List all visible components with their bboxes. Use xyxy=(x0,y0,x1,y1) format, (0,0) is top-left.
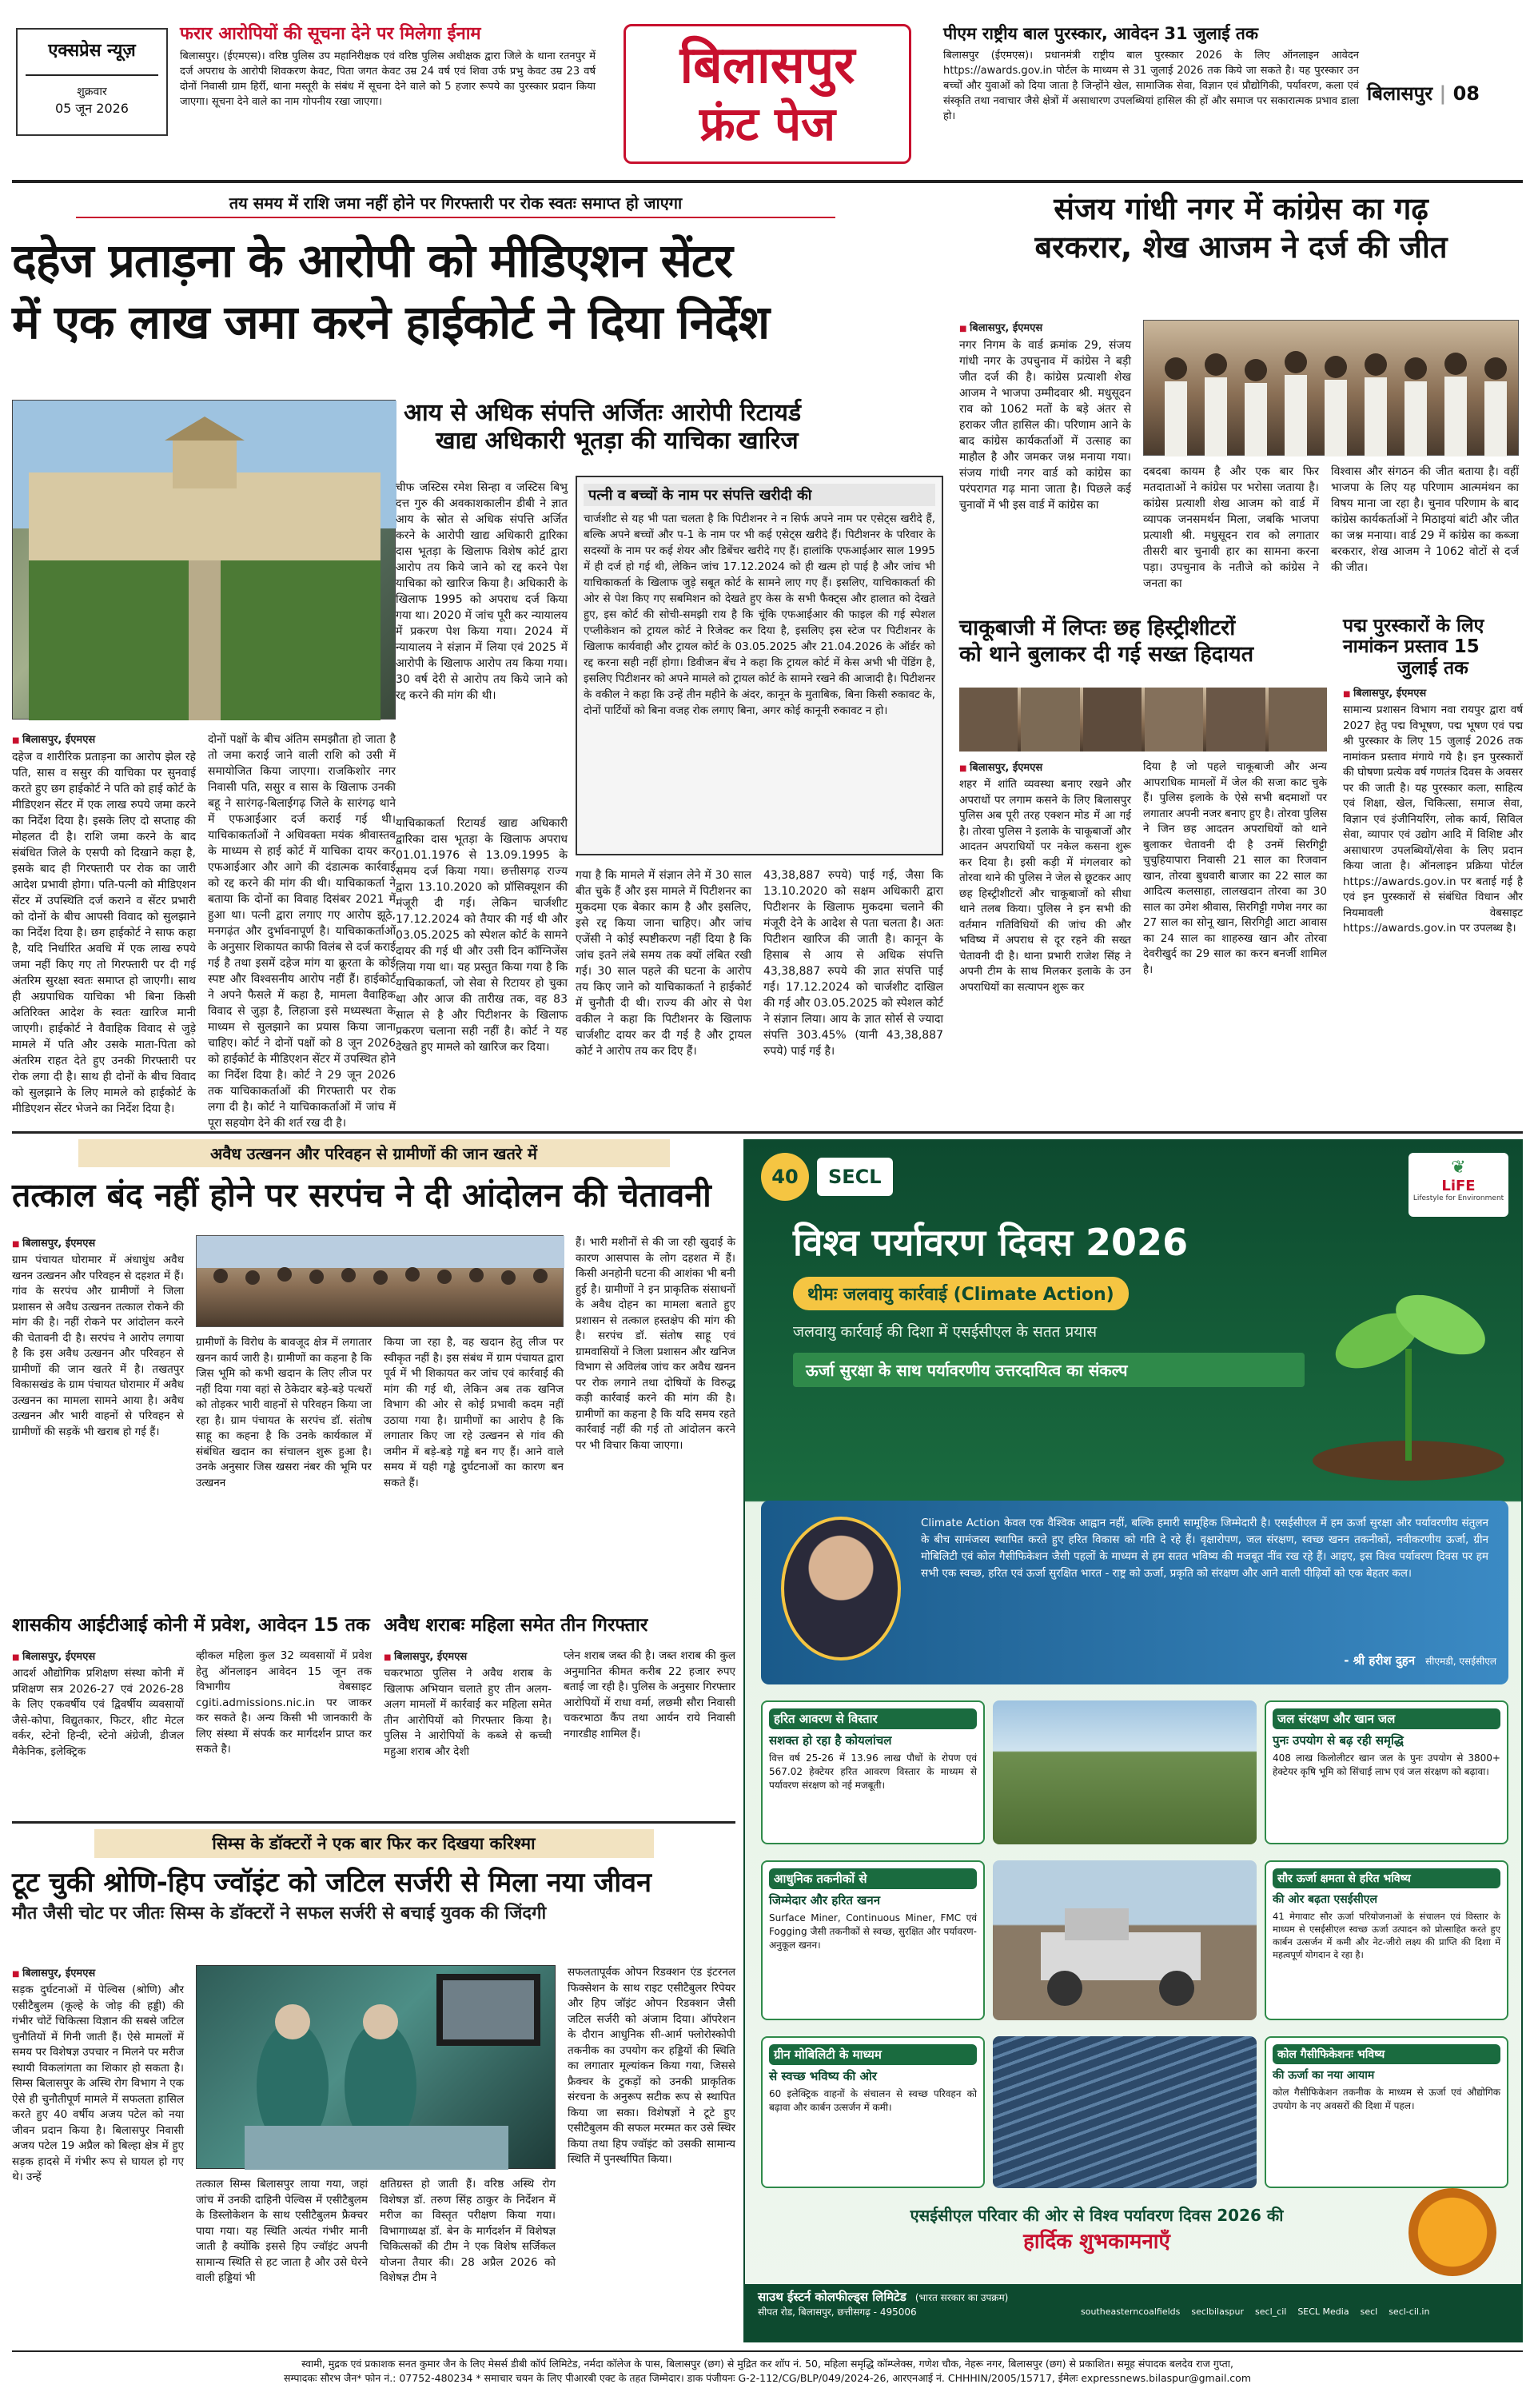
sims-strap: सिम्स के डॉक्टरों ने एक बार फिर कर दिखया करिश्मा xyxy=(94,1829,654,1858)
card-title: जल संरक्षण और खान जल xyxy=(1273,1708,1500,1729)
congress-body-col3: विश्वास और संगठन की जीत बताया है। वहीं भाजपा के लिए यह परिणाम आत्ममंथन का विषय माना जा रहा है। चुनाव परिणाम के बाद कांग्रेस कार्यकर्ताओं ने मिठाइयां बांटी और जीत का जश्न मनाया। वार्ड 29 में कांग्रेस का कब्जा बरकरार, शेख आजम ने 1062 वोटों से दर्ज की जीत। xyxy=(1331,465,1519,574)
ad-logo-group xyxy=(761,1153,893,1201)
mascot-icon xyxy=(1408,2188,1496,2276)
page-number: 08 xyxy=(1452,82,1480,105)
knife-headline-line2: को थाने बुलाकर दी गई सख्त हिदायत xyxy=(959,642,1254,668)
footer-divider xyxy=(12,2350,1523,2352)
accused-photo xyxy=(1021,688,1079,752)
villagers-illustration xyxy=(197,1236,564,1328)
card-subtitle: सशक्त हो रहा है कोयलांचल xyxy=(769,1733,892,1748)
congress-body: नगर निगम के वार्ड क्रमांक 29, संजय गांधी नगर के उपचुनाव में कांग्रेस ने बड़ी जीत दर्ज की है। कांग्रेस प्रत्याशी शेख आजम ने भाजपा उम्मीदवार श्री. मधुसूदन राव को 1062 मतों के बड़े अंतर से हराकर जीत हासिल की। परिणाम आने के बाद कांग्रेस कार्यकर्ताओं में उत्साह का माहौल है और जमकर जश्न मनाया गया। संजय गांधी नगर वार्ड को कांग्रेस का परंपरागत गढ़ माना जाता है। पिछले कई चुनावों में भी इस वार्ड में कांग्रेस का xyxy=(959,339,1131,512)
knife-body: शहर में शांति व्यवस्था बनाए रखने और अपराधों पर लगाम कसने के लिए बिलासपुर पुलिस अब पूरी तरह एक्शन मोड में आ गई है। तोरवा पुलिस ने इलाके के चाकूबाजों और आदतन अपराधियों पर नकेल कसना शुरू कर दिया है। इसी कड़ी में मंगलवार को तोरवा थाने की पुलिस ने जेल से छूटकर आए छह हिस्ट्रीशीटरों और चाकूबाजों को सीधा थाने तलब किया। पुलिस ने इन सभी की वर्तमान गतिविधियों की जांच की और भविष्य में अपराध से दूर रहने की सख्त चेतावनी दी है। थाना प्रभारी राजेश सिंह ने अपनी टीम के साथ मिलकर इलाके के उन अपराधियों का सत्यापन शुरू कर xyxy=(959,778,1131,994)
ad-theme: थीमः जलवायु कार्रवाई (Climate Action) xyxy=(793,1277,1129,1310)
ad-subtitle: जलवायु कार्रवाई की दिशा में एसईसीएल के सतत प्रयास xyxy=(793,1323,1098,1341)
lead-body-text: दहेज व शारीरिक प्रताड़ना का आरोप झेल रहे पति, सास व ससुर की याचिका पर सुनवाई करते हुए छग हाईकोर्ट ने पति को हाई कोर्ट के मीडिएशन सेंटर में एक लाख रुपये जमा करने का निर्देश दिया है। इसके लिए दो सप्ताह की मोहलत दी है। राशि जमा करने के बाद संबंधित जिले के एसपी को दिखाने कहा है, इसके बाद ही गिरफ्तारी पर रोक का जारी आदेश प्रभावी होगा। पति-पत्नी को मीडिएशन सेंटर में उपस्थिति दर्ज कराने व सेंटर प्रभारी को दोनों के बीच आपसी विवाद को सुलझाने का निर्देश दिया है। छग हाईकोर्ट ने साफ कहा है, यदि निर्धारित अवधि में एक लाख रुपये जमा नहीं किए गए तो गिरफ्तारी पर दी गई अंतरिम सुरक्षा स्वतः समाप्त हो जाएगी। साथ ही अग्रपाधिक याचिका भी बिना किसी अतिरिक्त आदेश के स्वतः खारिज मानी जाएगी। हाईकोर्ट ने वैवाहिक विवाद से जुड़े मामले में पति और उसके माता-पिता को अंतरिम राहत देते हुए उनकी गिरफ्तारी पर रोक लगा दी है। साथ ही दोनों के बीच विवाद को सुलझाने के लिए मामले को हाईकोर्ट के मीडिएशन सेंटर भेजने का निर्देश दिया है। xyxy=(12,751,196,1115)
liquor-byline: ■ बिलासपुर, ईएमएस xyxy=(384,1649,552,1663)
property-sidebar xyxy=(576,476,943,855)
card-subtitle: से स्वच्छ भविष्य की ओर xyxy=(769,2069,877,2083)
cmd-name: - श्री हरीश दुहन xyxy=(1344,1653,1416,1668)
card-subtitle: जिम्मेदार और हरित खनन xyxy=(769,1893,881,1908)
lead-headline-line1: दहेज प्रताड़ना के आरोपी को मीडिएशन सेंटर xyxy=(12,233,732,288)
accused-photo xyxy=(1269,688,1327,752)
award-body: सामान्य प्रशासन विभाग नवा रायपुर द्वारा वर्ष 2027 हेतु पद्म विभूषण, पद्म भूषण एवं पद्म श्री पुरस्कार के लिए 15 जुलाई 2026 तक नामांकन प्रस्ताव मंगाये गये है। इन पुरस्कारों की घोषणा प्रत्येक वर्ष गणतंत्र दिवस के अवसर पर की जाती है। यह पुरस्कार कला, साहित्य एवं शिक्षा, खेल, चिकित्सा, समाज सेवा, विज्ञान एवं इंजीनियरिंग, लोक कार्य, सिविल सेवा, व्यापार एवं उद्योग आदि में विशिष्ट और असाधारण उपलब्धियों/सेवा के लिए प्रदान किया जाता है। ऑनलाइन प्रक्रिया पोर्टल https://awards.gov.in पर बताई गई है एवं इन पुरस्कारों से संबंधित विधान और नियमावली वेबसाइट https://awards.gov.in पर उपलब्ध है। xyxy=(1343,704,1523,935)
ad-footer xyxy=(745,2284,1523,2342)
sims-col1 xyxy=(12,1965,184,2186)
plant-illustration xyxy=(1305,1221,1512,1485)
lead-headline-line2: में एक लाख जमा करने हाईकोर्ट ने दिया निर्देश xyxy=(12,294,770,349)
greeting-line2: हार्दिक शुभकामनाएँ xyxy=(1023,2230,1170,2254)
ad-card-green-cover xyxy=(761,1700,985,1844)
second-body-col2: याचिकाकर्ता रिटायर्ड खाद्य अधिकारी द्वारिका दास भूतड़ा के खिलाफ अपराध 01.01.1976 से 13.09.1995 के समय दर्ज किया गया। छत्तीसगढ़ राज्य द्वारा 13.10.2020 को प्रॉसिक्यूशन की मंजूरी दी गई। लेकिन चार्जशीट 17.12.2024 को तैयार की गई थी और 03.05.2025 को स्पेशल कोर्ट के सामने दायर की गई थी और उसी दिन कॉग्निजेंस लिया गया था। यह प्रस्तुत किया गया है कि याचिकाकर्ता, जो सेवा से रिटायर हो चुका था और आज की तारीख तक, वह 83 साल से है और पिटीशनर के खिलाफ प्रकरण चलाना सही नहीं है। कोर्ट ने यह देखते हुए मामले को खारिज कर दिया। xyxy=(396,817,568,1054)
sims-body: सड़क दुर्घटनाओं में पेल्विस (श्रोणि) और एसीटैबुलम (कूल्हे के जोड़ की हड्डी) की गंभीर चोटें चिकित्सा विज्ञान की सबसे जटिल चुनौतियों में गिनी जाती हैं। ऐसे मामलों में समय पर विशेषज्ञ उपचार न मिलने पर मरीज स्थायी विकलांगता का शिकार हो सकता है। सिम्स बिलासपुर के अस्थि रोग विभाग ने एक ऐसे ही चुनौतीपूर्ण मामले में सफलता हासिल करते हुए 40 वर्षीय अजय पटेल को नया जीवन प्रदान किया है। बिलासपुर निवासी अजय पटेल 19 अप्रैल को बिल्हा क्षेत्र में हुए सड़क हादसे में गंभीर रूप से घायल हो गए थे। उन्हें xyxy=(12,1983,184,2183)
sims-body-col2: तत्काल सिम्स बिलासपुर लाया गया, जहां जांच में उनकी दाहिनी पेल्विस में एसीटैबुलम के डिस्लोकेशन के साथ एसीटैबुलम फ्रैक्चर पाया गया। यह स्थिति अत्यंत गंभीर मानी जाती है क्योंकि इससे हिप ज्वॉइंट अपनी सामान्य स्थिति से हट जाता है और उसे घेरने वाली हड्डियां भी xyxy=(196,2178,368,2284)
sims-headline-line2: मौत जैसी चोट पर जीतः सिम्स के डॉक्टरों ने सफल सर्जरी से बचाई युवक की जिंदगी xyxy=(12,1904,547,1924)
sarpanch-strap: अवैध उत्खनन और परिवहन से ग्रामीणों की जान खतरे में xyxy=(78,1139,670,1167)
leaf-icon: ❦ xyxy=(1451,1158,1466,1178)
anniversary-logo: 40 xyxy=(761,1153,809,1201)
card-body: 60 इलेक्ट्रिक वाहनों के संचालन से स्वच्छ परिवहन को बढ़ावा और कार्बन उत्सर्जन में कमी। xyxy=(769,2088,977,2113)
congress-headline-line2: बरकरार, शेख आजम ने दर्ज की जीत xyxy=(1034,229,1448,265)
iti-body-col2: व्हीकल महिला कुल 32 व्यवसायों में प्रवेश हेतु ऑनलाइन आवेदन 15 जून तक विभागीय वेबसाइट cgiti.admissions.nic.in पर जाकर कर सकते है। अन्य किसी भी जानकारी के लिए संस्था में संपर्क कर मार्गदर्शन प्राप्त कर सकते है। xyxy=(196,1649,372,1756)
section-divider xyxy=(12,1131,1523,1134)
lead-body-text-2: दोनों पक्षों के बीच अंतिम समझौता हो जाता है तो जमा कराई जाने वाली राशि को उसी में समायोजित किया जाएगा। राजकिशोर नगर निवासी पति, ससुर व सास के खिलाफ उनकी बहू ने सारंगढ़-बिलाईगढ़ जिले के सारंगढ़ थाने में एफआईआर दर्ज कराई गई थी। याचिकाकर्ताओं ने अधिवक्ता मयंक श्रीवास्तव के माध्यम से हाई कोर्ट में याचिका दायर कर एफआईआर और आगे की दंडात्मक कार्रवाई को रद्द करने की मांग की थी। याचिकाकर्ता ने बताया कि दोनों का विवाह दिसंबर 2021 में हुआ था। पत्नी द्वारा लगाए गए आरोप झूठे, मनगढ़ंत और दुर्भावनापूर्ण है। याचिकाकर्ताओं के अनुसार शिकायत काफी विलंब से दर्ज कराई गई है तथा इसमें दहेज मांग या क्रूरता के कोई स्पष्ट और विश्वसनीय आरोप नहीं हैं। हाईकोर्ट ने अपने फैसले में कहा है, मामला वैवाहिक विवाद से जुड़ा है, लिहाजा इसे मध्यस्थता के माध्यम से सुलझाने का प्रयास किया जाना चाहिए। कोर्ट ने दोनों पक्षों को 8 जून 2026 को हाईकोर्ट के मीडिएशन सेंटर में उपस्थित होने का निर्देश दिया है। कोर्ट ने 29 जून 2026 तक याचिकाकर्ताओं की गिरफ्तारी पर रोक लगा दी है। कोर्ट ने याचिकाकर्ताओं में जांच में पूरा सहयोग देने की शर्त रख दी है। xyxy=(208,733,396,1130)
iti-byline: ■ बिलासपुर, ईएमएस xyxy=(12,1649,184,1663)
villagers-photo xyxy=(196,1235,564,1327)
ad-card-solar xyxy=(1265,1860,1508,2020)
iti-body: आदर्श औद्योगिक प्रशिक्षण संस्था कोनी में प्रशिक्षण सत्र 2026-27 एवं 2026-28 के लिए एकवर्षीय एवं द्विवर्षीय व्यवसायों जैसे-कोपा, विद्युतकार, फिटर, शीट मेटल वर्कर, स्टेनो हिन्दी, स्टेनो अंग्रेजी, डीजल मैकेनिक, इलेक्ट्रिक xyxy=(12,1667,184,1758)
knife-body-col2: दिया है जो पहले चाकूबाजी और अन्य आपराधिक मामलों में जेल की सजा काट चुके हैं। पुलिस इलाके के ऐसे सभी बदमाशों पर लगातार अपनी नजर बनाए हुए है। तोरवा पुलिस ने जिन छह आदतन अपराधियों को थाने बुलाकर चेतावनी दी है उनमें सिरगिट्टी चुचुहियापारा निवासी 21 साल का रिजवान खान, तोरवा बुधवारी बाजार का 22 साल का आदित्य कलसाहा, लालखदान तोरवा का 30 साल का उमेश श्रीवास, सिरगिट्टी गणेश नगर का 27 साल का सोनू खान, सिरगिट्टी आटा आवास का 24 साल का शाहरुख खान और तोरवा देवरीखुर्द का 29 साल का करन बनर्जी शामिल है। xyxy=(1143,760,1327,976)
lead-byline: ■ बिलासपुर, ईएमएस xyxy=(12,732,196,746)
life-logo-sub: Lifestyle for Environment xyxy=(1412,1194,1504,1202)
paper-logo-box xyxy=(16,28,168,136)
page-separator: | xyxy=(1439,82,1447,105)
knife-headline-line1: चाकूबाजी में लिप्तः छह हिस्ट्रीशीटरों xyxy=(959,616,1236,640)
top-left-brief xyxy=(180,24,596,110)
iti-story xyxy=(12,1615,372,1815)
second-cont-col-a: गया है कि मामले में संज्ञान लेने में 30 साल बीत चुके हैं और इस मामले में पिटीशनर का मुकदमा एक बेकार काम है और इसलिए, इसे रद्द किया जाना चाहिए। और जांच एजेंसी ने कोई स्पष्टीकरण नहीं दिया है कि जांच इतने लंबे समय तक क्यों लंबित रखी गई। 30 साल पहले की घटना के आरोप तय किए जाने को याचिकाकर्ता ने हाईकोर्ट में चुनौती दी थी। राज्य की ओर से पेश वकील ने कहा कि पिटीशनर के खिलाफ चार्जशीट दायर कर दी गई है और ट्रायल कोर्ट ने आरोप तय कर दिए हैं। xyxy=(576,869,751,1058)
congress-headline-line1: संजय गांधी नगर में कांग्रेस का गढ़ xyxy=(1054,191,1428,226)
card-body: 41 मेगावाट सौर ऊर्जा परियोजनाओं के संचालन एवं विस्तार के माध्यम से एसईसीएल स्वच्छ ऊर्जा उत्पादन को प्रोत्साहित करते हुए कार्बन उत्सर्जन में कमी और नेट-जीरो लक्ष्य की प्राप्ति की दिशा में महत्वपूर्ण योगदान दे रहा है। xyxy=(1273,1911,1500,1960)
cmd-designation: सीएमडी, एसईसीएल xyxy=(1425,1656,1496,1667)
secl-logo: SECL xyxy=(817,1158,893,1196)
page-footer xyxy=(12,2357,1523,2386)
accused-photo xyxy=(959,688,1018,752)
card-title: आधुनिक तकनीकों से xyxy=(769,1868,977,1889)
card-subtitle: की ओर बढ़ता एसईसीएल xyxy=(1273,1893,1377,1906)
liquor-body-col2: प्लेन शराब जब्त की है। जब्त शराब की कुल अनुमानित कीमत करीब 22 हजार रुपए बताई जा रही है। पुलिस के अनुसार गिरफ्तार आरोपियों में राधा वर्मा, लछमी सौरा निवासी चकरभाठा कैंप तथा आर्यन राये निवासी नगारडीह शामिल हैं। xyxy=(564,1649,735,1740)
divider xyxy=(26,74,158,76)
social-linkedin[interactable]: secl xyxy=(1360,2306,1378,2317)
social-youtube[interactable]: SECL Media xyxy=(1297,2306,1349,2317)
company-address: सीपत रोड, बिलासपुर, छत्तीसगढ़ - 495006 xyxy=(758,2306,917,2318)
sarpanch-body-col3: किया जा रहा है, वह खदान हेतु लीज पर स्वीकृत नहीं है। इस संबंध में ग्राम पंचायत द्वारा पूर्व में भी शिकायत कर जांच एवं कार्रवाई की मांग की गई थी, लेकिन अब तक खनिज विभाग की ओर से कोई प्रभावी कदम नहीं उठाया गया है। ग्रामीणों का आरोप है कि लगातार किए जा रहे उत्खनन से गांव की जमीन में बड़े-बड़े गड्ढे बन गए हैं। आने वाले समय में यही गड्ढे दुर्घटनाओं का कारण बन सकते हैं। xyxy=(384,1336,564,1489)
life-logo xyxy=(1408,1153,1508,1217)
liquor-col1 xyxy=(384,1649,552,1760)
ad-band: ऊर्जा सुरक्षा के साथ पर्यावरणीय उत्तरदायित्व का संकल्प xyxy=(793,1353,1305,1387)
accused-photo xyxy=(1083,688,1142,752)
liquor-headline: अवैध शराबः महिला समेत तीन गिरफ्तार xyxy=(384,1615,648,1636)
ad-greeting xyxy=(793,2204,1401,2255)
card-body: कोल गैसीफिकेशन तकनीक के माध्यम से ऊर्जा एवं औद्योगिक उपयोग के नए अवसरों की दिशा में पहल। xyxy=(1273,2087,1500,2111)
lead-body-col1 xyxy=(12,732,196,1117)
cmd-signatory xyxy=(1241,1653,1496,1668)
ad-title: विश्व पर्यावरण दिवस 2026 xyxy=(793,1221,1189,1264)
surgery-photo xyxy=(196,1965,556,2169)
congress-story xyxy=(959,192,1523,608)
imprint-line2: सम्पादकः सौरभ जैन* फोन नं.: 07752-480234 * समाचार चयन के लिए पीआरबी एक्ट के तहत जिम्मेदार। डाक पंजीयनः G-2-112/CG/BLP/049/2024-26, आरएनआई नं. CHHHIN/2005/15717, ईमेलः expressnews.bilaspur@gmail.com xyxy=(283,2372,1252,2384)
sims-headline-line1: टूट चुकी श्रोणि-हिप ज्वॉइंट को जटिल सर्जरी से मिला नया जीवन xyxy=(12,1867,651,1899)
company-name: साउथ ईस्टर्न कोलफील्ड्स लिमिटेड xyxy=(758,2290,906,2304)
secl-advertisement xyxy=(743,1139,1523,2342)
mining-machine-photo xyxy=(993,1860,1257,2020)
masthead xyxy=(0,0,1534,172)
brief-headline: फरार आरोपियों की सूचना देने पर मिलेगा ईनाम xyxy=(180,24,481,44)
greeting-line1: एसईसीएल परिवार की ओर से विश्व पर्यावरण दिवस 2026 की xyxy=(910,2206,1284,2225)
edition-title-line1: बिलासपुर xyxy=(679,36,855,95)
second-body-col1: चीफ जस्टिस रमेश सिन्हा व जस्टिस बिभु दत्त गुरु की अवकाशकालीन डीबी ने ज्ञात आय के स्रोत से अधिक संपत्ति अर्जित करने के आरोपी खाद्य अधिकारी द्वारिका दास भूतड़ा के खिलाफ विशेष कोर्ट द्वारा आरोप तय किये जाने को रद्द करने पेश याचिका को खारिज किया है। अधिकारी के खिलाफ 1995 को अपराध दर्ज किया गया था। 2020 में जांच पूरी कर न्यायालय में प्रकरण पेश किया गया। 2024 में न्यायालय ने संज्ञान में लिया एवं 2025 में आरोपी के खिलाफ आरोप तय किया गया। 30 वर्ष देरी से आरोप तय किये जाने को रद्द करने की मांग की थी। xyxy=(396,481,568,702)
high-court-photo xyxy=(12,400,396,720)
sims-body-col4: सफलतापूर्वक ओपन रिडक्शन एंड इंटरनल फिक्सेशन के साथ राइट एसीटैबुलर रिपेयर और हिप जॉइंट ओपन रिडक्शन जैसी जटिल सर्जरी को अंजाम दिया। ऑपरेशन के दौरान आधुनिक सी-आर्म फ्लोरोस्कोपी तकनीक का उपयोग कर हड्डियों की स्थिति का लगातार मूल्यांकन किया गया, जिससे फ्रैक्चर के टुकड़ों को उनकी प्राकृतिक संरचना के अनुरूप सटीक रूप से स्थापित किया जा सका। विशेषज्ञों ने टूटे हुए एसीटैबुलम की सफल मरम्मत कर उसे स्थिर किया तथा हिप ज्वॉइंट को उसकी सामान्य स्थिति में पुनर्स्थापित किया। xyxy=(568,1966,735,2166)
company-sub: (भारत सरकार का उपक्रम) xyxy=(914,2292,1009,2303)
card-subtitle: की ऊर्जा का नया आयाम xyxy=(1273,2069,1375,2082)
congress-col1 xyxy=(959,320,1131,513)
second-headline-line2: खाद्य अधिकारी भूतड़ा की याचिका खारिज xyxy=(436,426,799,455)
paper-name: एक्सप्रेस न्यूज़ xyxy=(48,41,136,61)
sims-story xyxy=(12,1829,735,2341)
iti-col1 xyxy=(12,1649,184,1760)
card-subtitle: पुनः उपयोग से बढ़ रही समृद्धि xyxy=(1273,1733,1404,1748)
card-body: Surface Miner, Continuous Miner, FMC एवं Fogging जैसी तकनीकों से स्वच्छ, सुरक्षित और पर्यावरण-अनुकूल खनन। xyxy=(769,1912,977,1951)
social-facebook[interactable]: southeasterncoalfields xyxy=(1081,2306,1181,2317)
sprout-icon xyxy=(1305,1221,1512,1485)
social-links xyxy=(1081,2306,1429,2317)
award-headline-line3: जुलाई तक xyxy=(1397,657,1468,679)
surgery-illustration xyxy=(197,1966,556,2170)
knife-byline: ■ बिलासपुर, ईएमएस xyxy=(959,759,1131,774)
cmd-message: Climate Action केवल एक वैश्विक आह्वान नहीं, बल्कि हमारी सामूहिक जिम्मेदारी है। एसईसीएल में हम ऊर्जा सुरक्षा और पर्यावरणीय संतुलन के बीच सामंजस्य स्थापित करते हुए हरित विकास को गति दे रहे हैं। वृक्षारोपण, जल संरक्षण, स्वच्छ खनन तकनीकों, नवीकरणीय ऊर्जा, ग्रीन मोबिलिटी एवं कोल गैसीफिकेशन जैसी पहलों के माध्यम से हम सतत भविष्य की मजबूत नींव रख रहे हैं। आइए, इस विश्व पर्यावरण दिवस पर हम सभी एक स्वच्छ, हरित एवं ऊर्जा सुरक्षित भारत - राष्ट्र को ऊर्जा, प्रकृति को संरक्षण और आने वाली पीढ़ियों को एक बेहतर कल। xyxy=(921,1517,1488,1580)
building-illustration xyxy=(13,401,396,720)
sidebar-title: पत्नी व बच्चों के नाम पर संपत्ति खरीदी की xyxy=(584,484,935,506)
knife-col1 xyxy=(959,759,1131,995)
second-story xyxy=(396,399,947,1127)
sims-body-col3: क्षतिग्रस्त हो जाती हैं। वरिष्ठ अस्थि रोग विशेषज्ञ डॉ. तरुण सिंह ठाकुर के निर्देशन में मरीज का विस्तृत परीक्षण किया गया। विभागाध्यक्ष डॉ. बेन के मार्गदर्शन में विशेषज्ञ चिकित्सकों की टीम ने एक विशेष सर्जिकल योजना तैयार की। 28 अप्रैल 2026 को विशेषज्ञ टीम ने xyxy=(380,2178,556,2284)
cmd-message-box xyxy=(761,1501,1508,1684)
sidebar-body: चार्जशीट से यह भी पता चलता है कि पिटीशनर ने न सिर्फ अपने नाम पर एसेट्स खरीदे हैं, बल्कि अपने बच्चों और प-1 के नाम पर भी कई एसेट्स खरीदे हैं। पिटीशनर के परिवार के सदस्यों के नाम पर कई शेयर और डिबेंचर खरीदे गए हैं। हालांकि एफआईआर साल 1995 में ही दर्ज हो गई थी, लेकिन जांच 17.12.2024 को ही खत्म हो पाई है और जांच भी याचिकाकर्ता के खिलाफ जुड़े सबूत कोर्ट के सामने लाए गए हैं। इसलिए, याचिकाकर्ता की ओर से पेश किए गए सबमिशन को देखते हुए केस के सभी फैक्ट्स और हालात को देखते हुए, इस कोर्ट की सोची-समझी राय है कि चूंकि एफआईआर की फाइल की गई स्पेशल एप्लीकेशन को ट्रायल कोर्ट ने रिजेक्ट कर दिया है, इसलिए इस स्टेज पर पिटीशनर के खिलाफ कार्यवाही और ट्रायल कोर्ट के 03.05.2025 और 21.04.2026 के ऑर्डर को रद्द करना सही नहीं होगा। डिवीजन बेंच ने कहा कि ट्रायल कोर्ट में केस अभी भी पेंडिंग है, इसलिए पिटीशनर को अपने मामले को ट्रायल कोर्ट के सामने रखने की आजादी है। पिटीशनर के वकील ने कहा कि उन्हें तीन महीने के अंदर, कानून के मुताबिक, बिना किसी रुकावट के, दोनों पार्टियों को बिना वजह रोक लगाए बिना, अगर कोई कानूनी रुकावट न हो। xyxy=(584,512,935,717)
ad-card-water xyxy=(1265,1700,1508,1844)
ad-card-mobility xyxy=(761,2036,985,2188)
award-headline-line1: पद्म पुरस्कारों के लिए xyxy=(1343,616,1484,636)
social-x[interactable]: seclbilaspur xyxy=(1191,2306,1245,2317)
lead-strap: तय समय में राशि जमा नहीं होने पर गिरफ्तारी पर रोक स्वतः समाप्त हो जाएगा xyxy=(76,192,835,218)
edition-title-line2: फ्रंट पेज xyxy=(699,97,836,151)
sarpanch-headline: तत्काल बंद नहीं होने पर सरपंच ने दी आंदोलन की चेतावनी xyxy=(12,1176,711,1214)
edition-title-box xyxy=(624,24,911,164)
issue-date: 05 जून 2026 xyxy=(54,101,129,116)
sarpanch-byline: ■ बिलासपुर, ईएमएस xyxy=(12,1235,184,1250)
page-label xyxy=(1367,80,1519,112)
card-title: सौर ऊर्जा क्षमता से हरित भविष्य xyxy=(1273,1868,1500,1888)
imprint-line1: स्वामी, मुद्रक एवं प्रकाशक सनत कुमार जैन के लिए मेसर्स डीबी कॉर्प लिमिटेड, नर्मदा कॉलेज के पास, बिलासपुर (छग) से मुद्रित कर शॉप नं. 50, महिला समृद्धि कॉम्प्लेक्स, गणेश चौक, नेहरू नगर, बिलासपुर (छग) से प्रकाशित। समूह संपादक बलदेव राज गुप्ता, xyxy=(301,2358,1233,2370)
congress-byline: ■ बिलासपुर, ईएमएस xyxy=(959,320,1131,334)
card-title: ग्रीन मोबिलिटी के माध्यम xyxy=(769,2044,977,2065)
accused-photo xyxy=(1206,688,1265,752)
award-headline-line2: नामांकन प्रस्ताव 15 xyxy=(1343,636,1480,658)
sims-byline: ■ बिलासपुर, ईएमएस xyxy=(12,1965,184,1979)
brief-headline: पीएम राष्ट्रीय बाल पुरस्कार, आवेदन 31 जुलाई तक xyxy=(943,24,1258,43)
ad-card-gasification xyxy=(1265,2036,1508,2188)
solar-plant-photo xyxy=(993,2036,1257,2188)
social-website[interactable]: secl-cil.in xyxy=(1389,2306,1430,2317)
sarpanch-body-col2: ग्रामीणों के विरोध के बावजूद क्षेत्र में लगातार खनन कार्य जारी है। ग्रामीणों का कहना है कि जिस भूमि को कभी खदान के लिए लीज पर नहीं दिया गया वहां से ठेकेदार बड़े-बड़े पत्थरों को तोड़कर भारी वाहनों से परिवहन किया जा रहा है। ग्राम पंचायत के सरपंच डॉ. संतोष साहू का कहना है कि उनके कार्यकाल में संबंधित खदान का संचालन शुरू हुआ है। उनके अनुसार जिस खसरा नंबर की भूमि पर उत्खनन xyxy=(196,1336,372,1489)
sarpanch-body-col4: हैं। भारी मशीनों से की जा रही खुदाई के कारण आसपास के लोग दहशत में हैं। किसी अनहोनी घटना की आशंका भी बनी हुई है। ग्रामीणों ने इन प्राकृतिक संसाधनों के अवैध दोहन का मामला बताते हुए प्रशासन से तत्काल हस्तक्षेप की मांग की है। सरपंच डॉ. संतोष साहू एवं ग्रामवासियों ने जिला प्रशासन और खनिज विभाग से अविलंब जांच कर अवैध खनन पर रोक लगाने तथा दोषियों के विरुद्ध कड़ी कार्रवाई करने की मांग की है। ग्रामीणों का कहना है कि यदि समय रहते कार्रवाई नहीं की गई तो आंदोलन करने पर भी विचार किया जाएगा। xyxy=(576,1236,735,1452)
congress-body-col2: दबदबा कायम है और एक बार फिर मतदाताओं ने कांग्रेस पर भरोसा जताया है। कांग्रेस प्रत्याशी शेख आजम को वार्ड में व्यापक जनसमर्थन मिला, जबकि भाजपा प्रत्याशी श्री. मधुसूदन राव को लगातार तीसरी बार चुनावी हार का सामना करना पड़ा। उपचुनाव के नतीजे को कांग्रेस ने जनता का xyxy=(1143,465,1319,590)
crowd-illustration xyxy=(1144,321,1520,456)
card-body: वित्त वर्ष 25-26 में 13.96 लाख पौधों के रोपण एवं 567.02 हेक्टेयर हरित आवरण विस्तार के माध्यम से पर्यावरण संरक्षण को नई मजबूती। xyxy=(769,1752,977,1791)
second-headline-line1: आय से अधिक संपत्ति अर्जितः आरोपी रिटायर्ड xyxy=(404,399,802,427)
accused-photos xyxy=(959,688,1327,752)
cmd-portrait xyxy=(781,1517,901,1660)
ad-card-tech xyxy=(761,1860,985,2020)
award-byline: ■ बिलासपुर, ईएमएस xyxy=(1343,685,1523,700)
social-instagram[interactable]: secl_cil xyxy=(1255,2306,1287,2317)
card-title: कोल गैसीफिकेशनः भविष्य xyxy=(1273,2044,1500,2064)
accused-photo xyxy=(1145,688,1203,752)
plantation-photo xyxy=(993,1700,1257,1844)
liquor-story xyxy=(384,1615,735,1815)
victory-photo xyxy=(1143,320,1519,456)
knife-story xyxy=(959,616,1327,1127)
sarpanch-body: ग्राम पंचायत घोरामार में अंधाधुंध अवैध खनन उत्खनन और परिवहन से दहशत में हैं। गांव के सरपंच और ग्रामीणों ने जिला प्रशासन से अवैध उत्खनन तत्काल रोकने की मांग की है। नहीं रोकने पर आंदोलन करने की चेतावनी दी है। सरपंच ने आरोप लगाया है कि इस अवैध उत्खनन और परिवहन से ग्रामीणों की जान खतरे में है। तखतपुर विकासखंड के ग्राम पंचायत घोरामार में अवैध उत्खनन का मामला सामने आया है। अवैध उत्खनन और भारी वाहनों से परिवहन से ग्रामीणों की सड़कें भी खराब हो गई हैं। xyxy=(12,1254,184,1438)
life-logo-text: LiFE xyxy=(1441,1178,1476,1194)
top-right-brief xyxy=(943,24,1359,124)
section-divider xyxy=(12,1821,735,1824)
brief-body: बिलासपुर (ईएमएस)। प्रधानमंत्री राष्ट्रीय बाल पुरस्कार 2026 के लिए ऑनलाइन आवेदन https://awards.gov.in पोर्टल के माध्यम से 31 जुलाई 2026 तक किये जा सकते है। यह पुरस्कार उन बच्चों और युवाओं को दिया जाता है जिन्होंने खेल, सामाजिक सेवा, विज्ञान एवं प्रौद्योगिकी, पर्यावरण, कला एवं संस्कृति तथा नवाचार जैसे क्षेत्रों में असाधारण उपलब्धियां हासिल की हों और समाज पर सकारात्मक प्रभाव डाला हो। xyxy=(943,50,1359,123)
iti-headline: शासकीय आईटीआई कोनी में प्रवेश, आवेदन 15 तक xyxy=(12,1615,370,1636)
sarpanch-col1 xyxy=(12,1235,184,1440)
award-story xyxy=(1343,616,1523,1127)
sarpanch-story xyxy=(12,1139,735,1611)
issue-day: शुक्रवार xyxy=(77,86,107,98)
brief-body: बिलासपुर। (ईएमएस)। वरिष्ठ पुलिस उप महानिरीक्षक एवं वरिष्ठ पुलिस अधीक्षक द्वारा जिले के थाना रतनपुर में दर्ज अपराध के आरोपी शिवकरण केवट, पिता जगत केवट उम्र 24 वर्ष एवं शिवा उर्फ प्रभु केवट उम्र 23 वर्ष दोनों निवासी ग्राम हिर्री, थाना मस्तूरी के संबंध में सूचना देने वाले को 5 हजार रूपये का पुरस्कार प्रदान किया जाएगा। सूचना देने वाले का नाम गोपनीय रखा जाएगा। xyxy=(180,50,596,109)
card-title: हरित आवरण से विस्तार xyxy=(769,1708,977,1729)
liquor-body: चकरभाठा पुलिस ने अवैध शराब के खिलाफ अभियान चलाते हुए तीन अलग-अलग मामलों में कार्रवाई कर महिला समेत तीन आरोपियों को गिरफ्तार किया है। पुलिस ने आरोपियों के कब्जे से कच्ची महुआ शराब और देशी xyxy=(384,1667,552,1758)
card-body: 408 लाख किलोलीटर खान जल के पुनः उपयोग से 3800+ हेक्टेयर कृषि भूमि को सिंचाई लाभ एवं जल संरक्षण को बढ़ावा। xyxy=(1273,1752,1500,1777)
second-cont-col-b: 43,38,887 रुपये) पाई गई, जैसा कि 13.10.2020 को सक्षम अधिकारी द्वारा पिटीशनर के खिलाफ मुकदमा चलाने की मंजूरी देने के आदेश से पता चलता है। अतः पिटीशन खारिज की जाती है। कानून के हिसाब से आय से अधिक संपत्ति 43,38,887 रुपये की ज्ञात संपत्ति पाई गई। 17.12.2024 को चार्जशीट दाखिल की गई और 03.05.2025 को स्पेशल कोर्ट ने संज्ञान लिया। आय के ज्ञात सोर्स से ज्यादा संपत्ति 303.45% (यानी 43,38,887 रुपये) पाई गई है। xyxy=(763,869,943,1058)
page-city: बिलासपुर xyxy=(1367,82,1433,105)
machine-illustration xyxy=(993,1860,1257,2020)
masthead-divider xyxy=(12,180,1523,183)
